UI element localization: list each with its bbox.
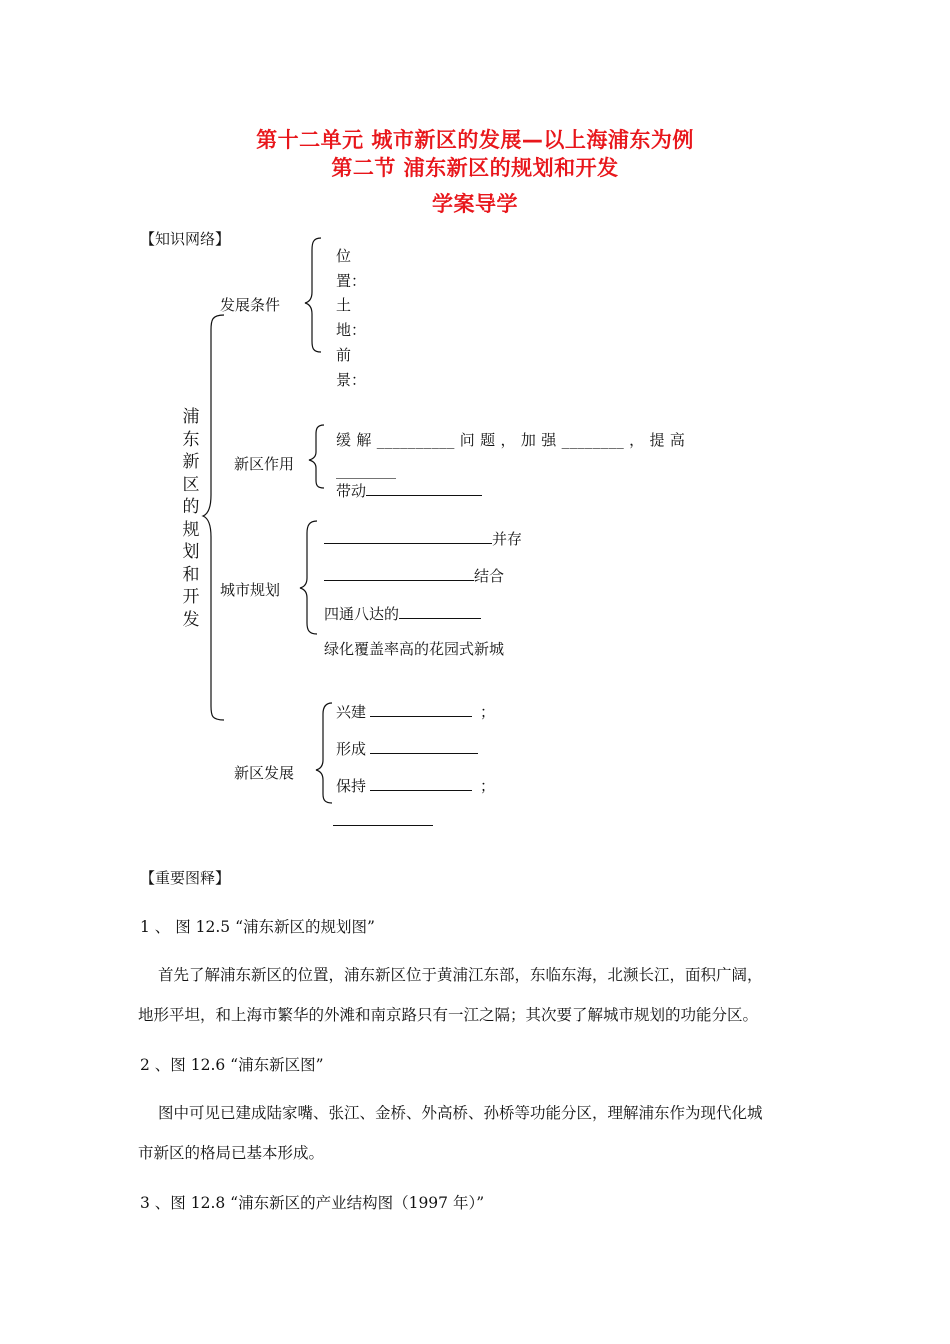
role-drive-label: 带动 — [336, 482, 367, 500]
figure-text-2-line-1: 图中可见已建成陆家嘴、张江、金桥、外高桥、孙桥等功能分区，理解浦东作为现代化城 — [158, 1104, 763, 1122]
planning-brace — [300, 521, 317, 634]
document-title: 第十二单元 城市新区的发展—以上海浦东为例 — [256, 128, 694, 152]
conditions-brace — [305, 238, 321, 352]
development-extra-blank — [333, 825, 433, 826]
role-brace — [309, 425, 324, 488]
role-drive-blank — [366, 481, 482, 496]
planning-blank-2 — [324, 566, 474, 581]
condition-land: 土地： — [336, 296, 367, 339]
mind-map-root: 浦东新区的规划和开发 — [182, 407, 200, 630]
condition-prospect: 前景： — [336, 346, 367, 389]
development-item-3-text: 保持 — [336, 777, 367, 795]
knowledge-network-heading: 【知识网络】 — [140, 230, 231, 248]
condition-location: 位置： — [336, 247, 367, 290]
development-blank-1 — [370, 702, 472, 717]
planning-item-2-text: 结合 — [474, 567, 505, 585]
section-title: 第二节 浦东新区的规划和开发 — [331, 156, 619, 180]
figure-caption-1: 1 、 图 12.5 “浦东新区的规划图” — [140, 918, 375, 936]
figure-text-1-line-1: 首先了解浦东新区的位置，浦东新区位于黄浦江东部，东临东海，北濒长江，面积广阔， — [158, 966, 763, 984]
development-blank-3 — [370, 776, 472, 791]
role-line-3 — [336, 480, 482, 501]
branch-label-planning: 城市规划 — [220, 581, 281, 599]
development-brace — [316, 703, 332, 803]
development-item-2 — [336, 738, 478, 759]
planning-item-4: 绿化覆盖率高的花园式新城 — [324, 640, 505, 658]
planning-item-3 — [324, 603, 481, 624]
development-item-1 — [336, 701, 495, 722]
figure-text-1-line-2: 地形平坦，和上海市繁华的外滩和南京路只有一江之隔；其次要了解城市规划的功能分区。 — [138, 1006, 759, 1024]
figure-caption-3: 3 、图 12.8 “浦东新区的产业结构图（1997 年）” — [140, 1194, 485, 1212]
planning-item-1 — [324, 528, 522, 549]
development-suffix-3: ； — [480, 777, 496, 795]
development-blank-2 — [370, 739, 478, 754]
development-item-3 — [336, 775, 495, 796]
branch-label-conditions: 发展条件 — [220, 296, 281, 314]
role-line-2: ________ — [336, 461, 396, 479]
role-line-1: 缓 解 __________ 问 题 ， 加 强 ________ ， 提 高 — [336, 431, 686, 449]
development-item-1-text: 兴建 — [336, 703, 367, 721]
planning-blank-3 — [399, 604, 481, 619]
branch-label-role: 新区作用 — [234, 455, 295, 473]
planning-item-1-text: 并存 — [492, 530, 523, 548]
development-suffix-1: ； — [480, 703, 496, 721]
figure-text-2-line-2: 市新区的格局已基本形成。 — [138, 1144, 325, 1162]
figures-heading: 【重要图释】 — [140, 869, 231, 887]
planning-blank-1 — [324, 529, 492, 544]
subtitle: 学案导学 — [432, 192, 518, 216]
planning-item-3-text: 四通八达的 — [324, 605, 400, 623]
branch-label-development: 新区发展 — [234, 764, 295, 782]
development-item-2-text: 形成 — [336, 740, 367, 758]
root-brace — [203, 315, 224, 720]
figure-caption-2: 2 、图 12.6 “浦东新区图” — [140, 1056, 324, 1074]
planning-item-2 — [324, 565, 504, 586]
